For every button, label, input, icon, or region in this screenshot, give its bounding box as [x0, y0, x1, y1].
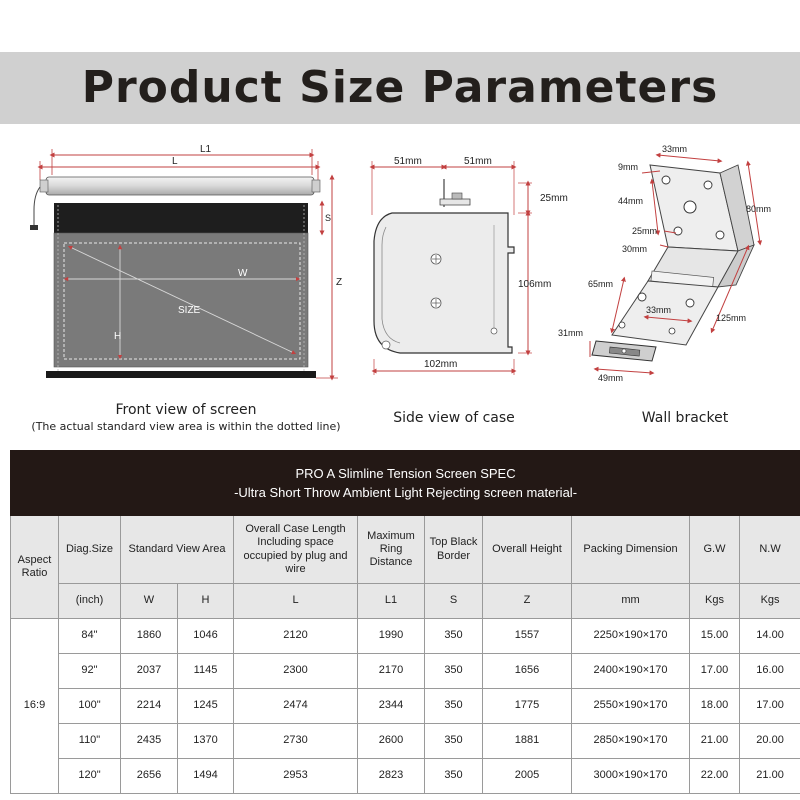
label-side-25mm: 25mm [540, 193, 568, 204]
label-bracket-31mm: 31mm [558, 328, 584, 338]
cell-h: 1370 [178, 723, 234, 758]
cell-l1: 2823 [358, 758, 425, 793]
cell-l1: 2170 [358, 653, 425, 688]
cell-w: 1860 [121, 618, 178, 653]
cell-gw: 21.00 [690, 723, 740, 758]
header-diag-size: Diag.Size [59, 516, 121, 584]
cell-s: 350 [425, 688, 483, 723]
cell-packing: 3000×190×170 [572, 758, 690, 793]
cell-nw: 21.00 [740, 758, 800, 793]
cell-diag: 110" [59, 723, 121, 758]
label-bracket-49mm: 49mm [598, 373, 624, 383]
cell-l: 2474 [234, 688, 358, 723]
side-view-caption: Side view of case [393, 410, 515, 426]
cell-z: 1881 [483, 723, 572, 758]
label-bracket-25mm: 25mm [632, 226, 658, 236]
cell-gw: 17.00 [690, 653, 740, 688]
wall-bracket-diagram [558, 144, 771, 383]
label-h: H [114, 331, 122, 342]
label-side-top-left: 51mm [394, 156, 422, 167]
unit-nw: Kgs [740, 583, 800, 618]
label-bracket-33mm-mid: 33mm [646, 305, 672, 315]
cell-gw: 22.00 [690, 758, 740, 793]
cell-w: 2435 [121, 723, 178, 758]
unit-diag: (inch) [59, 583, 121, 618]
label-bracket-30mm: 30mm [622, 244, 648, 254]
cell-diag: 92" [59, 653, 121, 688]
table-row [11, 618, 800, 653]
cell-diag: 120" [59, 758, 121, 793]
cell-nw: 20.00 [740, 723, 800, 758]
header-ring-distance: Maximum Ring Distance [358, 516, 425, 584]
spec-title [11, 451, 800, 516]
bottom-bar [46, 371, 316, 378]
header-gw: G.W [690, 516, 740, 584]
cell-l: 2300 [234, 653, 358, 688]
cell-s: 350 [425, 723, 483, 758]
cell-h: 1046 [178, 618, 234, 653]
cell-s: 350 [425, 618, 483, 653]
cell-h: 1145 [178, 653, 234, 688]
diagrams-area [0, 135, 800, 395]
diagrams-svg [0, 135, 800, 395]
label-bracket-44mm: 44mm [618, 196, 644, 206]
cell-w: 2656 [121, 758, 178, 793]
unit-h: H [178, 583, 234, 618]
cell-nw: 14.00 [740, 618, 800, 653]
top-black-border [54, 203, 308, 233]
spec-title-line1: PRO A Slimline Tension Screen SPEC [295, 465, 516, 481]
front-view-caption: Front view of screen [115, 402, 257, 418]
cell-l1: 2600 [358, 723, 425, 758]
table-row [11, 653, 800, 688]
cell-gw: 15.00 [690, 618, 740, 653]
cell-z: 2005 [483, 758, 572, 793]
header-packing: Packing Dimension [572, 516, 690, 584]
unit-packing: mm [572, 583, 690, 618]
title-banner [0, 52, 800, 124]
table-row [11, 723, 800, 758]
unit-w: W [121, 583, 178, 618]
side-view-diagram [372, 156, 568, 375]
label-side-106mm: 106mm [518, 279, 552, 290]
label-w: W [238, 268, 248, 279]
label-s: S [325, 213, 332, 223]
cell-nw: 17.00 [740, 688, 800, 723]
cell-diag: 84" [59, 618, 121, 653]
cell-packing: 2250×190×170 [572, 618, 690, 653]
cell-z: 1656 [483, 653, 572, 688]
cell-l1: 1990 [358, 618, 425, 653]
label-bracket-33mm-top: 33mm [662, 144, 688, 154]
cell-packing: 2850×190×170 [572, 723, 690, 758]
cell-s: 350 [425, 653, 483, 688]
front-view-note: (The actual standard view area is within the dotted line) [31, 420, 341, 433]
cell-packing: 2550×190×170 [572, 688, 690, 723]
label-l1: L1 [200, 144, 212, 155]
cell-packing: 2400×190×170 [572, 653, 690, 688]
spec-table [10, 450, 800, 794]
label-bracket-65mm: 65mm [588, 279, 614, 289]
page-title: Product Size Parameters [81, 62, 719, 113]
header-case-length: Overall Case Length Including space occupied by plug and wire [234, 516, 358, 584]
aspect-ratio-value: 16:9 [11, 618, 59, 793]
spec-title-line2: -Ultra Short Throw Ambient Light Rejecting screen material- [234, 485, 578, 501]
label-side-top-right: 51mm [464, 156, 492, 167]
cell-z: 1557 [483, 618, 572, 653]
cell-nw: 16.00 [740, 653, 800, 688]
cell-h: 1245 [178, 688, 234, 723]
unit-z: Z [483, 583, 572, 618]
cell-s: 350 [425, 758, 483, 793]
label-bracket-125mm: 125mm [716, 313, 747, 323]
label-size: SIZE [178, 305, 201, 316]
cell-w: 2214 [121, 688, 178, 723]
header-nw: N.W [740, 516, 800, 584]
unit-l1: L1 [358, 583, 425, 618]
cell-l: 2953 [234, 758, 358, 793]
header-overall-height: Overall Height [483, 516, 572, 584]
cell-l: 2120 [234, 618, 358, 653]
label-side-102mm: 102mm [424, 359, 458, 370]
header-top-border: Top Black Border [425, 516, 483, 584]
unit-l: L [234, 583, 358, 618]
cell-gw: 18.00 [690, 688, 740, 723]
label-bracket-80mm: 80mm [746, 204, 772, 214]
header-aspect-ratio: Aspect Ratio [11, 516, 59, 619]
cell-l1: 2344 [358, 688, 425, 723]
unit-s: S [425, 583, 483, 618]
wall-bracket-caption: Wall bracket [641, 410, 729, 426]
label-bracket-9mm: 9mm [618, 162, 638, 172]
cell-diag: 100" [59, 688, 121, 723]
cell-z: 1775 [483, 688, 572, 723]
table-row [11, 688, 800, 723]
cell-l: 2730 [234, 723, 358, 758]
case-tube [46, 177, 314, 195]
cell-h: 1494 [178, 758, 234, 793]
cell-w: 2037 [121, 653, 178, 688]
table-row [11, 758, 800, 793]
header-view-area: Standard View Area [121, 516, 234, 584]
unit-gw: Kgs [690, 583, 740, 618]
label-z: Z [336, 277, 343, 288]
front-view-diagram [30, 144, 342, 378]
label-l: L [172, 156, 178, 167]
